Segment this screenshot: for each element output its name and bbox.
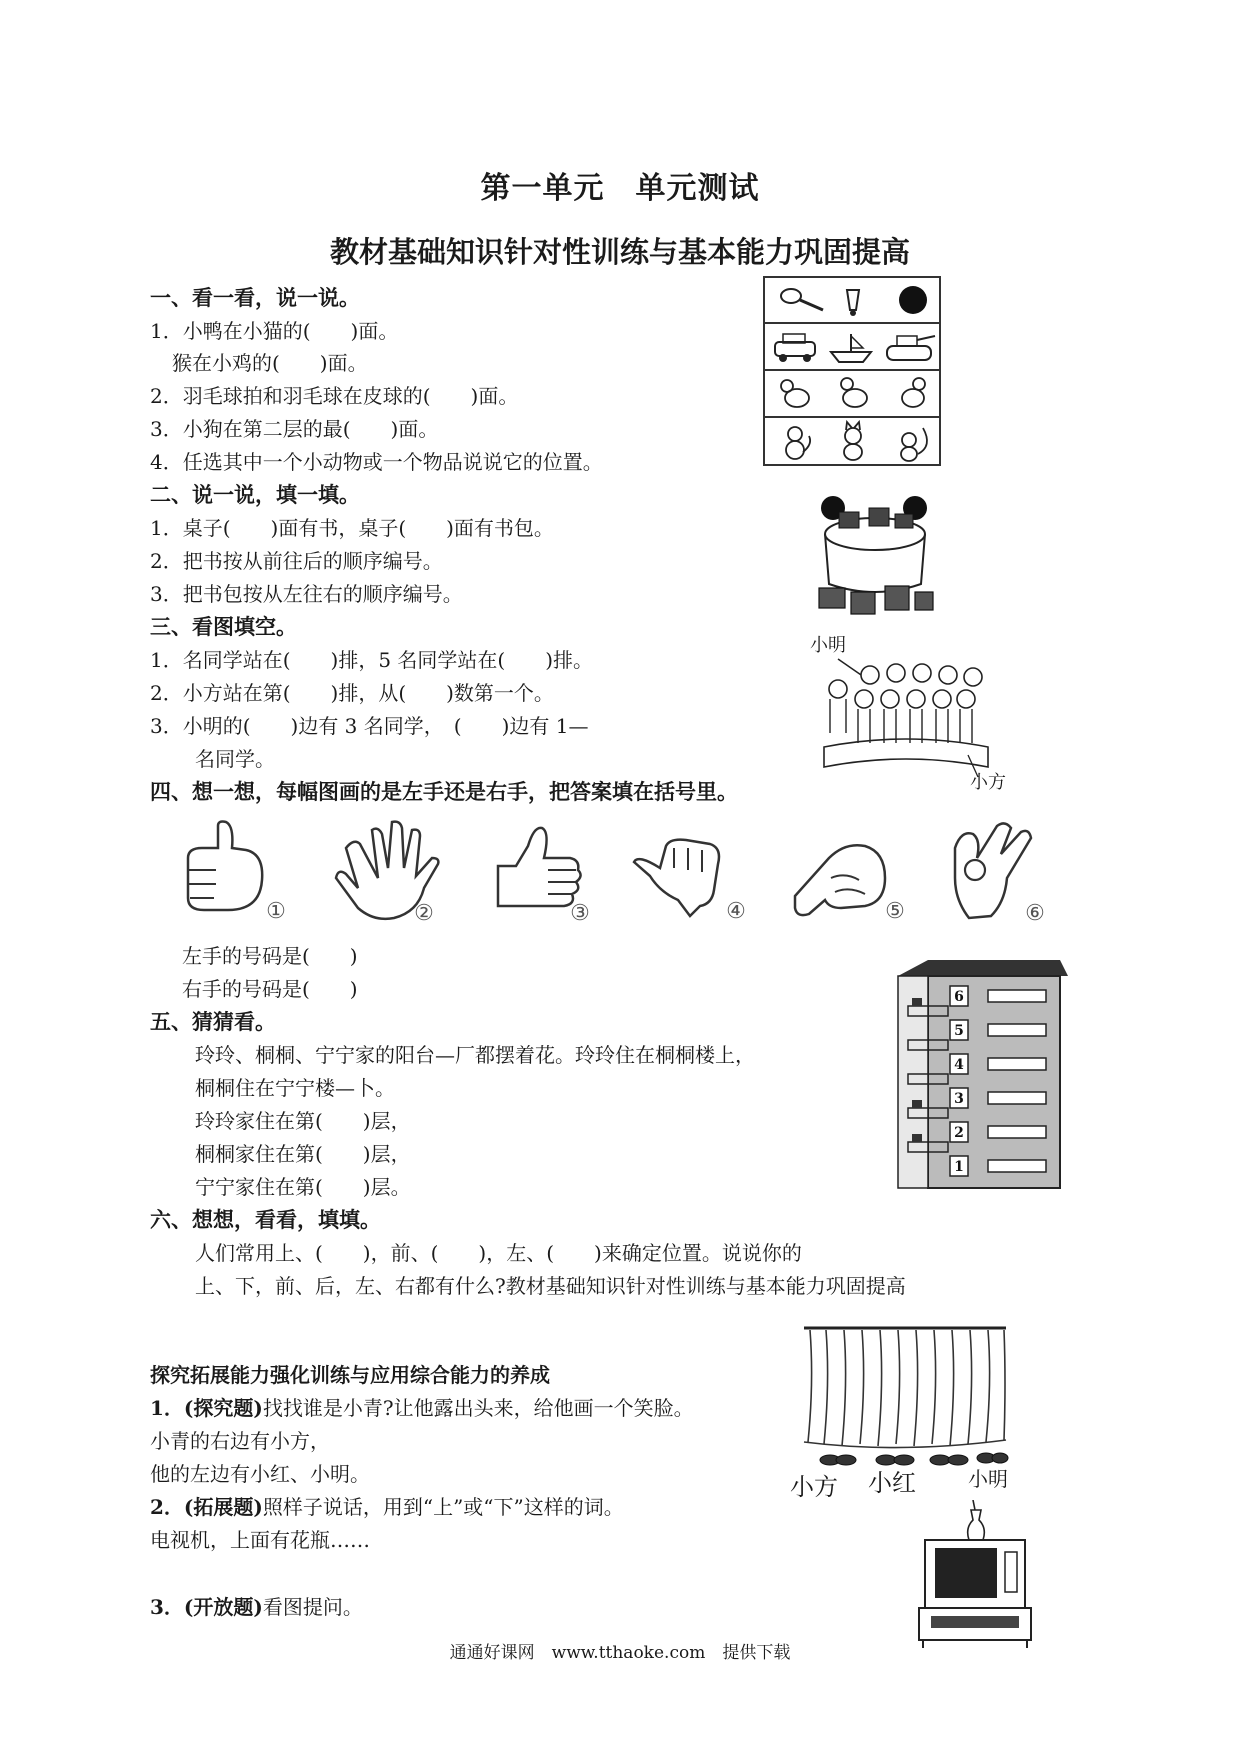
boat-icon xyxy=(831,334,871,362)
q2-text: 照样子说话，用到“上”或“下”这样的词。 xyxy=(262,1495,624,1519)
curtain-label-xiaohong: 小红 xyxy=(868,1469,916,1497)
q2-line xyxy=(150,1494,624,1520)
s2-line-2: 2．把书按从前往后的顺序编号。 xyxy=(150,549,443,573)
q2-tag: 2．(拓展题) xyxy=(150,1495,263,1519)
hand-number-4: ④ xyxy=(726,899,746,924)
s4-line-2: 右手的号码是( ) xyxy=(182,977,358,1001)
s3-line-1: 1．名同学站在( )排，5 名同学站在( )排。 xyxy=(150,648,594,672)
label-xiaoming: 小明 xyxy=(810,635,846,656)
car-icon xyxy=(775,334,815,362)
badminton-racket-icon xyxy=(781,289,823,310)
s1-line-3: 2．羽毛球拍和羽毛球在皮球的( )面。 xyxy=(150,384,519,408)
table-books-figure xyxy=(815,492,935,622)
s1-line-2: 猴在小鸡的( )面。 xyxy=(172,351,368,375)
bird-icon xyxy=(902,378,925,407)
floor-number-2: 2 xyxy=(954,1125,964,1141)
s2-line-1: 1．桌子( )面有书，桌子( )面有书包。 xyxy=(150,516,554,540)
floor-number-3: 3 xyxy=(954,1091,964,1107)
section-5-heading: 五、猜猜看。 xyxy=(150,1009,276,1034)
duck-icon xyxy=(841,378,867,407)
s5-line-4: 桐桐家住在第( )层， xyxy=(195,1142,411,1166)
s5-line-5: 宁宁家住在第( )层。 xyxy=(195,1175,411,1199)
hand-number-6: ⑥ xyxy=(1025,901,1045,926)
section-1-heading: 一、看一看，说一说。 xyxy=(150,285,360,310)
part-2-heading: 探究拓展能力强化训练与应用综合能力的养成 xyxy=(150,1363,550,1387)
s5-line-2: 桐桐住在宁宁楼—卜。 xyxy=(195,1076,395,1100)
ball-icon xyxy=(899,286,927,314)
q1-line-2: 小青的右边有小方， xyxy=(150,1429,330,1453)
page-title: 第一单元 单元测试 xyxy=(480,171,760,206)
s2-line-3: 3．把书包按从左往右的顺序编号。 xyxy=(150,582,463,606)
squirrel-icon xyxy=(901,428,927,461)
cat-icon xyxy=(844,422,862,460)
chick-icon xyxy=(781,380,809,407)
s1-line-4: 3．小狗在第二层的最( )面。 xyxy=(150,417,439,441)
s6-line-2: 上、下，前、后，左、右都有什么?教材基础知识针对性训练与基本能力巩固提高 xyxy=(195,1274,906,1298)
apartment-building-figure xyxy=(878,958,1068,1190)
vase-icon xyxy=(968,1500,985,1540)
s3-line-3: 3．小明的( )边有 3 名同学， ( )边有 1— xyxy=(150,714,589,738)
q3-tag: 3．(开放题) xyxy=(150,1595,263,1619)
kids-rows-figure xyxy=(818,655,993,785)
feet-icon xyxy=(820,1453,1008,1465)
q1-text: 找找谁是小青?让他露出头来，给他画一个笑脸。 xyxy=(262,1396,694,1420)
hand-thumbs-up-icon xyxy=(488,818,608,928)
hand-thumb-left-icon xyxy=(168,818,288,928)
floor-number-1: 1 xyxy=(954,1159,964,1175)
tv-vase-figure xyxy=(915,1500,1035,1650)
schoolbag-icon xyxy=(819,586,933,614)
page-subtitle: 教材基础知识针对性训练与基本能力巩固提高 xyxy=(329,235,910,269)
s3-line-2: 2．小方站在第( )排，从( )数第一个。 xyxy=(150,681,554,705)
q2-line-2: 电视机，上面有花瓶…… xyxy=(150,1528,370,1552)
s1-line-1: 1．小鸭在小猫的( )面。 xyxy=(150,319,399,343)
q1-line xyxy=(150,1395,694,1421)
floor-number-6: 6 xyxy=(954,989,964,1005)
hand-ok-sign-icon xyxy=(935,818,1055,928)
tank-icon xyxy=(887,336,935,360)
hand-number-5: ⑤ xyxy=(885,899,905,924)
curtain-label-xiaofang: 小方 xyxy=(790,1473,838,1501)
hand-pointing-icon xyxy=(785,818,905,928)
curtain-label-xiaoming: 小明 xyxy=(968,1467,1008,1491)
q3-text: 看图提问。 xyxy=(262,1595,363,1619)
hand-open-palm-icon xyxy=(328,818,448,928)
page-footer: 通通好课网 www.tthaoke.com 提供下载 xyxy=(449,1643,791,1663)
kid-icon xyxy=(829,664,982,708)
book-stack-icon xyxy=(839,508,913,528)
hand-fist-icon xyxy=(630,818,750,928)
hand-number-2: ② xyxy=(414,901,434,926)
s5-line-1: 玲玲、桐桐、宁宁家的阳台—厂都摆着花。玲玲住在桐桐楼上， xyxy=(195,1043,755,1067)
section-6-heading: 六、想想，看看，填填。 xyxy=(150,1207,381,1232)
section-4-heading: 四、想一想，每幅图画的是左手还是右手，把答案填在括号里。 xyxy=(150,779,738,804)
s6-line-1: 人们常用上、( )，前、( )，左、( )来确定位置。说说你的 xyxy=(195,1241,802,1265)
label-xiaofang: 小方 xyxy=(970,772,1006,793)
hand-number-3: ③ xyxy=(570,901,590,926)
shuttlecock-icon xyxy=(847,290,859,316)
q1-tag: 1．(探究题) xyxy=(150,1396,263,1420)
floor-number-4: 4 xyxy=(954,1057,964,1073)
s1-line-5: 4．任选其中一个小动物或一个物品说说它的位置。 xyxy=(150,450,603,474)
s4-line-1: 左手的号码是( ) xyxy=(182,944,358,968)
hand-number-1: ① xyxy=(266,899,286,924)
q3-line xyxy=(150,1594,363,1620)
floor-number-5: 5 xyxy=(954,1023,964,1039)
s3-line-4: 名同学。 xyxy=(195,747,275,771)
q1-line-3: 他的左边有小红、小明。 xyxy=(150,1462,370,1486)
s5-line-3: 玲玲家住在第( )层， xyxy=(195,1109,411,1133)
curtain-figure xyxy=(800,1322,1010,1472)
section-3-heading: 三、看图填空。 xyxy=(150,614,297,639)
position-grid-figure xyxy=(763,276,941,466)
section-2-heading: 二、说一说，填一填。 xyxy=(150,482,360,507)
monkey-icon xyxy=(786,427,810,459)
